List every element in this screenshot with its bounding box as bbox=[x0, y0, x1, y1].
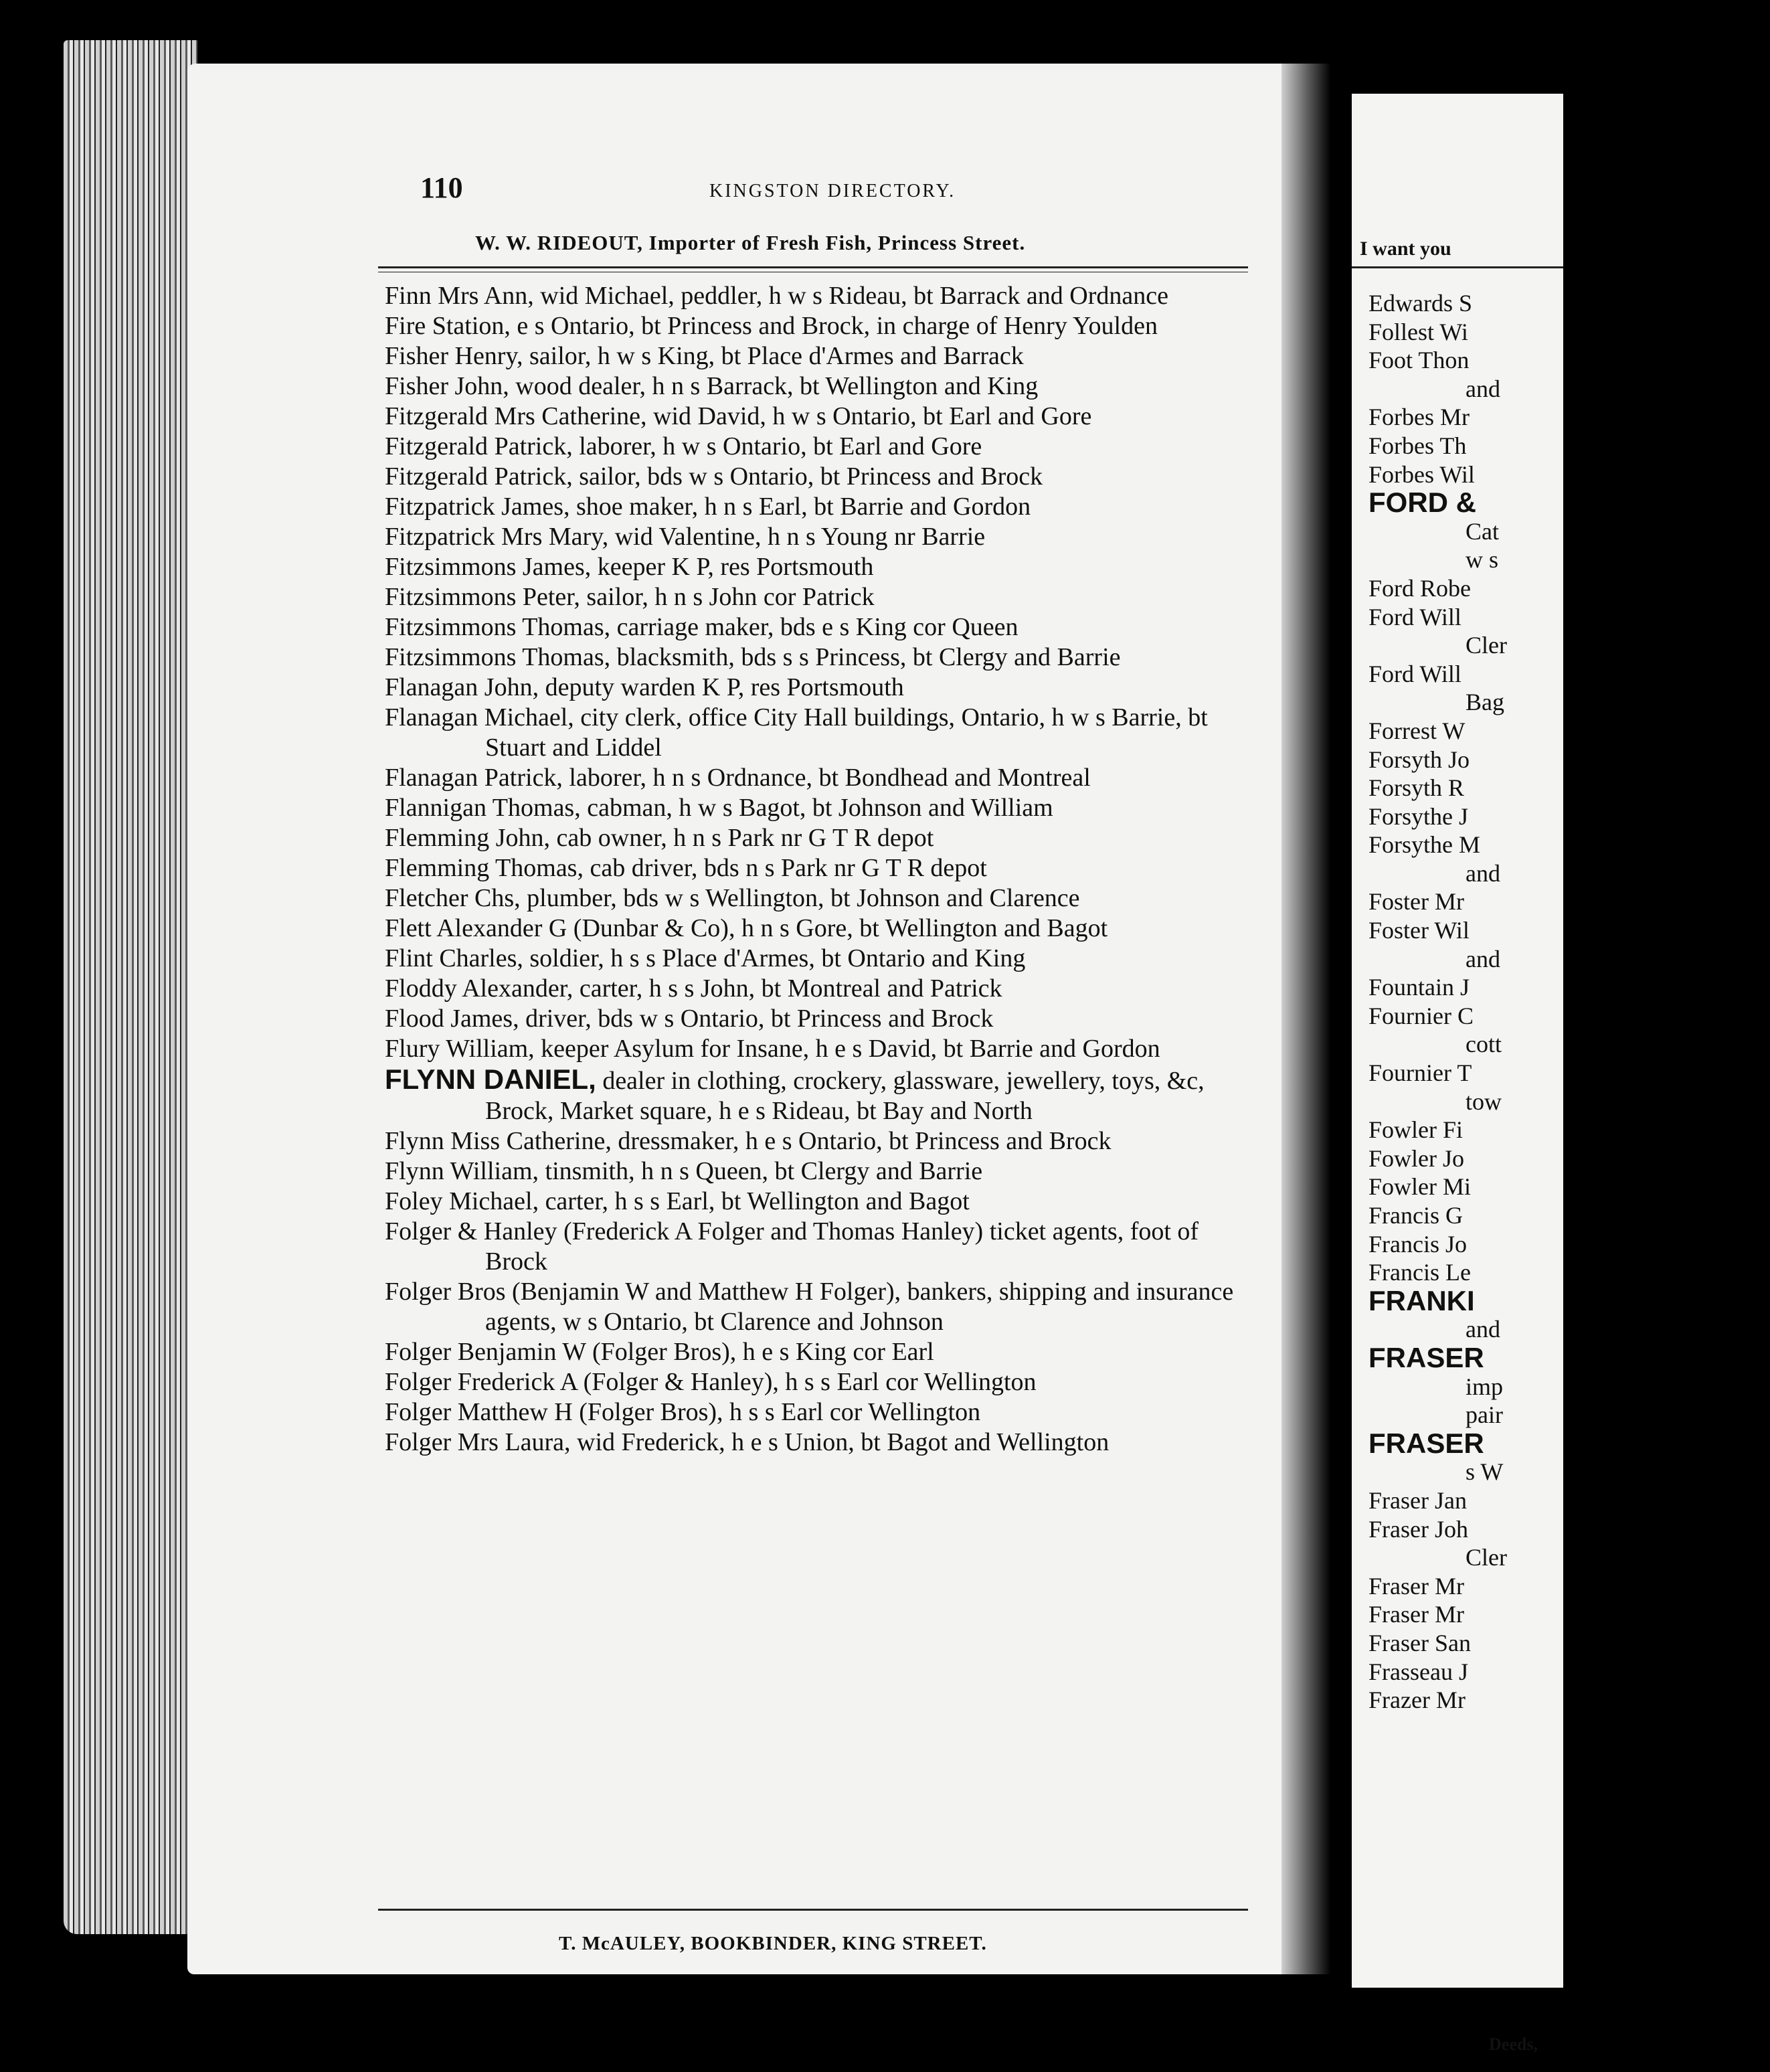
entry-surname: Flury bbox=[385, 1035, 440, 1063]
right-page-line: s W bbox=[1466, 1458, 1504, 1486]
entry-surname: Flanagan bbox=[385, 703, 478, 731]
right-page-line: Forsyth R bbox=[1368, 774, 1465, 802]
right-page-line: Ford Will bbox=[1368, 660, 1462, 687]
entry-details: Bros (Benjamin W and Matthew H Folger), bankers, shipping and insurance agents, w s Ontario, bt Clarence and Johnson bbox=[451, 1278, 1234, 1336]
right-page-line: Fraser Mr bbox=[1368, 1572, 1464, 1600]
entry-details: Thomas, blacksmith, bds s s Princess, bt Clergy and Barrie bbox=[516, 643, 1121, 671]
right-page-line: Foster Mr bbox=[1368, 888, 1464, 916]
right-page-line: Fowler Fi bbox=[1368, 1116, 1464, 1144]
entry-details: Michael, city clerk, office City Hall buildings, Ontario, h w s Barrie, bt Stuart and Liddel bbox=[478, 703, 1208, 762]
entry-surname: Flanagan bbox=[385, 764, 478, 792]
entry-details: Mrs Catherine, wid David, h w s Ontario, bt Earl and Gore bbox=[488, 402, 1092, 430]
entry-details: Alexander, carter, h s s John, bt Montreal and Patrick bbox=[456, 974, 1002, 1003]
directory-entry bbox=[385, 642, 1255, 673]
right-page-line: Fournier C bbox=[1368, 1002, 1474, 1029]
entry-details: Patrick, sailor, bds w s Ontario, bt Princess and Brock bbox=[488, 462, 1043, 491]
entry-surname: Flynn bbox=[385, 1157, 444, 1185]
entry-surname: Folger bbox=[385, 1338, 452, 1366]
entry-details: Peter, sailor, h n s John cor Patrick bbox=[516, 583, 875, 611]
entry-surname: Fire bbox=[385, 312, 426, 340]
entry-surname: Fisher bbox=[385, 342, 448, 370]
entry-details: Michael, carter, h s s Earl, bt Wellington and Bagot bbox=[442, 1187, 970, 1215]
right-page-line: cott bbox=[1466, 1031, 1502, 1058]
entry-details: James, shoe maker, h n s Earl, bt Barrie and Gordon bbox=[495, 493, 1031, 521]
right-page-head: I want you bbox=[1360, 238, 1451, 260]
directory-entry bbox=[385, 1064, 1255, 1126]
entry-details: Mrs Mary, wid Valentine, h n s Young nr Barrie bbox=[495, 523, 986, 551]
right-page-line: Fowler Jo bbox=[1368, 1144, 1464, 1172]
directory-entry bbox=[385, 1428, 1255, 1458]
right-page-line: Fraser Joh bbox=[1368, 1515, 1468, 1543]
entry-surname: Fisher bbox=[385, 372, 448, 400]
entry-surname: Finn bbox=[385, 282, 432, 310]
right-page-line: tow bbox=[1466, 1088, 1502, 1115]
entry-details: Mrs Ann, wid Michael, peddler, h w s Rideau, bt Barrack and Ordnance bbox=[431, 282, 1168, 310]
directory-entry bbox=[385, 1277, 1255, 1337]
directory-entry bbox=[385, 703, 1255, 763]
right-page-line: Fountain J bbox=[1368, 974, 1470, 1001]
right-page-entries bbox=[1271, 289, 1770, 1715]
entry-details: William, tinsmith, h n s Queen, bt Clergy and Barrie bbox=[444, 1157, 983, 1185]
entry-details: Charles, soldier, h s s Place d'Armes, bt Ontario and King bbox=[432, 944, 1026, 972]
right-page-line: Fowler Mi bbox=[1368, 1173, 1471, 1201]
right-page-line: Francis Le bbox=[1368, 1259, 1471, 1286]
directory-entry bbox=[385, 402, 1255, 432]
directory-entry bbox=[385, 974, 1255, 1004]
right-page-line: Cler bbox=[1466, 632, 1507, 659]
right-page-line: FRANKI bbox=[1368, 1284, 1475, 1316]
right-page-line: Forsythe J bbox=[1368, 802, 1469, 830]
page-number: 110 bbox=[420, 171, 463, 204]
entry-surname: Fitzsimmons bbox=[385, 643, 517, 671]
directory-entry bbox=[385, 823, 1255, 853]
entry-surname: Flood bbox=[385, 1005, 444, 1033]
entry-surname: Folger bbox=[385, 1278, 452, 1306]
right-page-line: Ford Will bbox=[1368, 603, 1462, 630]
right-page-line: Fraser San bbox=[1368, 1629, 1471, 1656]
directory-entry bbox=[385, 311, 1255, 341]
entry-surname: Foley bbox=[385, 1187, 443, 1215]
right-page-line: Fraser Mr bbox=[1368, 1601, 1464, 1628]
entry-details: Alexander G (Dunbar & Co), h n s Gore, bt Wellington and Bagot bbox=[431, 914, 1108, 942]
right-page-line: Follest Wi bbox=[1368, 318, 1468, 345]
running-head: KINGSTON DIRECTORY. bbox=[709, 181, 956, 201]
right-page-line: Frazer Mr bbox=[1368, 1687, 1466, 1714]
right-page-line: Cat bbox=[1466, 517, 1499, 545]
entry-details: Thomas, cabman, h w s Bagot, bt Johnson and William bbox=[486, 794, 1053, 822]
entry-details: Thomas, cab driver, bds n s Park nr G T R depot bbox=[489, 854, 987, 882]
entry-surname: Flett bbox=[385, 914, 432, 942]
entry-details: William, keeper Asylum for Insane, h e s David, bt Barrie and Gordon bbox=[440, 1035, 1160, 1063]
directory-entry bbox=[385, 552, 1255, 582]
directory-entry bbox=[385, 1337, 1255, 1367]
right-page-line: Forrest W bbox=[1368, 717, 1466, 744]
directory-entry bbox=[385, 462, 1255, 492]
top-rule bbox=[378, 266, 1248, 268]
right-page-line: and bbox=[1466, 375, 1500, 402]
entry-surname: Folger bbox=[385, 1217, 452, 1245]
entry-surname: Fletcher bbox=[385, 884, 468, 912]
directory-entry bbox=[385, 673, 1255, 703]
directory-entry bbox=[385, 432, 1255, 462]
entry-surname: Flanagan bbox=[385, 673, 478, 701]
bottom-rule bbox=[378, 1909, 1248, 1911]
directory-entry bbox=[385, 763, 1255, 793]
right-page-line: Forbes Th bbox=[1368, 432, 1467, 459]
directory-entry bbox=[385, 883, 1255, 914]
directory-entry bbox=[385, 1187, 1255, 1217]
entry-surname: Floddy bbox=[385, 974, 457, 1003]
entry-details: James, keeper K P, res Portsmouth bbox=[516, 553, 874, 581]
entry-surname: Flemming bbox=[385, 854, 490, 882]
right-page-line: pair bbox=[1466, 1401, 1503, 1429]
entry-details: Patrick, laborer, h n s Ordnance, bt Bondhead and Montreal bbox=[478, 764, 1091, 792]
right-page-line: Fournier T bbox=[1368, 1059, 1472, 1087]
right-page-line: Forbes Wil bbox=[1368, 460, 1475, 488]
directory-entry bbox=[385, 1367, 1255, 1397]
right-page-foot: Deeds, bbox=[1489, 2035, 1538, 2054]
entry-details: James, driver, bds w s Ontario, bt Princess and Brock bbox=[444, 1005, 994, 1033]
directory-entry bbox=[385, 793, 1255, 823]
entry-details: Henry, sailor, h w s King, bt Place d'Armes and Barrack bbox=[448, 342, 1024, 370]
entry-surname: Fitzgerald bbox=[385, 462, 489, 491]
directory-entry bbox=[385, 1156, 1255, 1187]
right-page-line: Foster Wil bbox=[1368, 917, 1470, 944]
entry-details: dealer in clothing, crockery, glassware, jewellery, toys, &c, Brock, Market square, h e s Rideau, bt Bay and North bbox=[485, 1067, 1205, 1125]
bottom-advertisement: T. McAULEY, BOOKBINDER, KING STREET. bbox=[559, 1933, 987, 1954]
right-page-line: Cler bbox=[1466, 1544, 1507, 1571]
directory-entry bbox=[385, 1004, 1255, 1034]
right-page-line: Edwards S bbox=[1368, 290, 1472, 317]
entry-details: John, deputy warden K P, res Portsmouth bbox=[478, 673, 904, 701]
directory-entries bbox=[385, 281, 1255, 1458]
right-page-line: imp bbox=[1466, 1373, 1504, 1400]
entry-details: Patrick, laborer, h w s Ontario, bt Earl and Gore bbox=[488, 432, 982, 460]
entry-surname: Fitzgerald bbox=[385, 402, 489, 430]
directory-entry bbox=[385, 582, 1255, 612]
entry-details: Thomas, carriage maker, bds e s King cor Queen bbox=[516, 613, 1019, 641]
right-page-line: Forsyth Jo bbox=[1368, 746, 1470, 773]
entry-surname: Folger bbox=[385, 1368, 452, 1396]
directory-entry bbox=[385, 341, 1255, 371]
book-page-edges bbox=[64, 40, 197, 1934]
top-advertisement: W. W. RIDEOUT, Importer of Fresh Fish, Princess Street. bbox=[475, 231, 1026, 254]
directory-entry bbox=[385, 281, 1255, 311]
right-page-line: Frasseau J bbox=[1368, 1658, 1468, 1685]
entry-details: Frederick A (Folger & Hanley), h s s Earl cor Wellington bbox=[451, 1368, 1037, 1396]
directory-entry bbox=[385, 944, 1255, 974]
entry-surname: Fitzsimmons bbox=[385, 583, 517, 611]
entry-details: John, wood dealer, h n s Barrack, bt Wellington and King bbox=[448, 372, 1039, 400]
entry-details: Mrs Laura, wid Frederick, h e s Union, bt Bagot and Wellington bbox=[451, 1428, 1110, 1456]
right-page-line: Bag bbox=[1466, 689, 1504, 716]
entry-surname: Fitzsimmons bbox=[385, 613, 517, 641]
entry-details: Matthew H (Folger Bros), h s s Earl cor Wellington bbox=[451, 1398, 981, 1426]
directory-entry bbox=[385, 914, 1255, 944]
entry-surname: Fitzsimmons bbox=[385, 553, 517, 581]
entry-details: Miss Catherine, dressmaker, h e s Ontario, bt Princess and Brock bbox=[444, 1127, 1112, 1155]
entry-details: & Hanley (Frederick A Folger and Thomas Hanley) ticket agents, foot of Brock bbox=[451, 1217, 1199, 1276]
directory-entry bbox=[385, 1034, 1255, 1064]
right-page-line: and bbox=[1466, 1316, 1500, 1343]
entry-surname: FLYNN DANIEL, bbox=[385, 1063, 596, 1095]
directory-entry bbox=[385, 371, 1255, 402]
entry-surname: Folger bbox=[385, 1398, 452, 1426]
entry-details: Benjamin W (Folger Bros), h e s King cor Earl bbox=[451, 1338, 934, 1366]
right-page-line: Francis Jo bbox=[1368, 1230, 1467, 1258]
entry-surname: Flynn bbox=[385, 1127, 444, 1155]
entry-surname: Flint bbox=[385, 944, 433, 972]
directory-entry bbox=[385, 522, 1255, 552]
directory-entry bbox=[385, 1397, 1255, 1428]
right-page-line: Forbes Mr bbox=[1368, 404, 1470, 431]
entry-surname: Fitzgerald bbox=[385, 432, 489, 460]
entry-surname: Fitzpatrick bbox=[385, 523, 495, 551]
entry-surname: Flannigan bbox=[385, 794, 486, 822]
entry-surname: Flemming bbox=[385, 824, 490, 852]
directory-entry bbox=[385, 853, 1255, 883]
right-page-line: w s bbox=[1466, 546, 1499, 574]
right-page-line: FRASER bbox=[1368, 1427, 1484, 1459]
entry-details: Chs, plumber, bds w s Wellington, bt Johnson and Clarence bbox=[468, 884, 1080, 912]
right-top-rule bbox=[1352, 266, 1563, 268]
right-page-line: Foot Thon bbox=[1368, 347, 1470, 374]
entry-details: John, cab owner, h n s Park nr G T R depot bbox=[489, 824, 934, 852]
right-page-line: Fraser Jan bbox=[1368, 1486, 1467, 1514]
entry-details: Station, e s Ontario, bt Princess and Brock, in charge of Henry Youlden bbox=[426, 312, 1158, 340]
right-page-line: Ford Robe bbox=[1368, 574, 1471, 602]
entry-surname: Fitzpatrick bbox=[385, 493, 495, 521]
right-page-line: FRASER bbox=[1368, 1341, 1484, 1373]
directory-entry bbox=[385, 492, 1255, 522]
directory-entry bbox=[385, 1217, 1255, 1277]
directory-entry bbox=[385, 1126, 1255, 1156]
right-page-line: and bbox=[1466, 859, 1500, 887]
right-page-line: Forsythe M bbox=[1368, 831, 1481, 859]
right-page bbox=[1352, 94, 1563, 2054]
right-page-line: FORD & bbox=[1368, 487, 1476, 519]
right-page-line: Francis G bbox=[1368, 1202, 1463, 1229]
directory-entry bbox=[385, 612, 1255, 642]
entry-surname: Folger bbox=[385, 1428, 452, 1456]
right-page-line: and bbox=[1466, 945, 1500, 972]
